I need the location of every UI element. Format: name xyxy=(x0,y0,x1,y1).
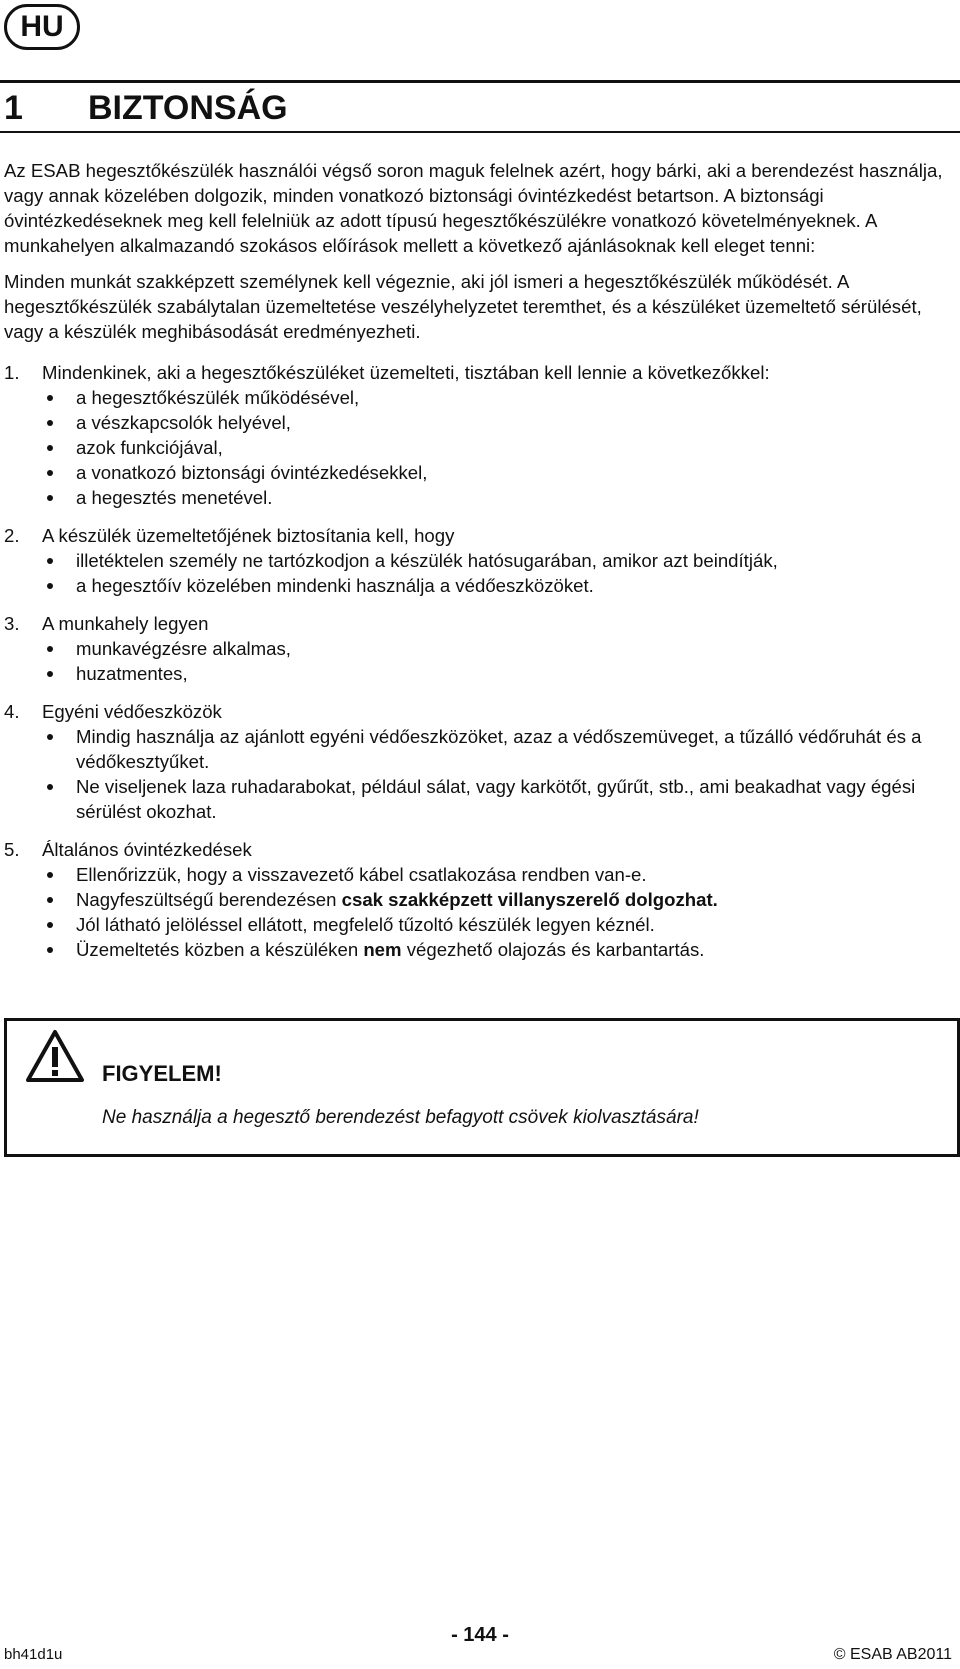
list-item: huzatmentes, xyxy=(4,661,954,686)
list-item: munkavégzésre alkalmas, xyxy=(4,636,954,661)
copyright: © ESAB AB2011 xyxy=(833,1646,952,1663)
bullet-icon xyxy=(47,734,53,740)
emphasis-text: csak szakképzett villanyszerelő dolgozhat. xyxy=(341,889,718,910)
bullet-icon xyxy=(47,897,53,903)
bullet-icon xyxy=(47,420,53,426)
list-item: a vészkapcsolók helyével, xyxy=(4,410,954,435)
section-number: 1 xyxy=(4,89,23,127)
list-group-number: 4. xyxy=(4,701,20,722)
list-group-heading-text: Egyéni védőeszközök xyxy=(42,701,222,722)
list-group-number: 1. xyxy=(4,362,20,383)
list-item: a hegesztőkészülék működésével, xyxy=(4,385,954,410)
list-item: Üzemeltetés közben a készüléken nem végezhető olajozás és karbantartás. xyxy=(4,937,954,962)
list-item: Ellenőrizzük, hogy a visszavezető kábel csatlakozása rendben van-e. xyxy=(4,862,954,887)
header-rule xyxy=(0,80,960,83)
list-group-heading xyxy=(4,611,954,636)
bullet-icon xyxy=(47,671,53,677)
list-item: a vonatkozó biztonsági óvintézkedésekkel, xyxy=(4,460,954,485)
section-title-text: BIZTONSÁG xyxy=(88,89,288,127)
list-item: a hegesztőív közelében mindenki használja a védőeszközöket. xyxy=(4,573,954,598)
emphasis-text: nem xyxy=(363,939,402,960)
bullet-icon xyxy=(47,495,53,501)
list-item: Mindig használja az ajánlott egyéni védőeszközöket, azaz a védőszemüveget, a tűzálló védőruhát és a védőkesztyűket. xyxy=(4,724,954,774)
list-group-number: 5. xyxy=(4,839,20,860)
list-item: a hegesztés menetével. xyxy=(4,485,954,510)
language-badge: HU xyxy=(4,4,80,50)
list-group-heading-text: A munkahely legyen xyxy=(42,613,209,634)
list-item: Jól látható jelöléssel ellátott, megfelelő tűzoltó készülék legyen kéznél. xyxy=(4,912,954,937)
bullet-icon xyxy=(47,583,53,589)
warning-triangle-icon xyxy=(25,1029,85,1083)
bullet-icon xyxy=(47,947,53,953)
warning-text: Ne használja a hegesztő berendezést befagyott csövek kiolvasztására! xyxy=(102,1107,699,1128)
bullet-icon xyxy=(47,395,53,401)
list-group-4 xyxy=(4,699,954,824)
list-group-3 xyxy=(4,611,954,686)
list-group-1 xyxy=(4,360,954,510)
list-group-number: 2. xyxy=(4,525,20,546)
bullet-icon xyxy=(47,558,53,564)
list-group-5 xyxy=(4,837,954,962)
list-group-number: 3. xyxy=(4,613,20,634)
page-number: - 144 - xyxy=(451,1624,509,1646)
bullet-icon xyxy=(47,784,53,790)
bullet-icon xyxy=(47,470,53,476)
list-group-heading-text: A készülék üzemeltetőjének biztosítania kell, hogy xyxy=(42,525,455,546)
list-group-heading-text: Általános óvintézkedések xyxy=(42,839,252,860)
list-group-heading xyxy=(4,360,954,385)
list-item: Ne viseljenek laza ruhadarabokat, például sálat, vagy karkötőt, gyűrűt, stb., ami beakadhat vagy égési sérülést okozhat. xyxy=(4,774,954,824)
list-group-2 xyxy=(4,523,954,598)
list-group-heading xyxy=(4,699,954,724)
title-rule xyxy=(0,131,960,133)
document-code: bh41d1u xyxy=(4,1646,63,1663)
bullet-icon xyxy=(47,646,53,652)
intro-paragraph: Minden munkát szakképzett személynek kell végeznie, aki jól ismeri a hegesztőkészülék működését. A hegesztőkészülék szabálytalan üzemeltetése veszélyhelyzetet teremthet, és a készüléket üzemeltető sérülését, vagy a készülék meghibásodását eredményezheti. xyxy=(4,271,922,342)
warning-title: FIGYELEM! xyxy=(102,1061,222,1086)
bullet-icon xyxy=(47,445,53,451)
bullet-icon xyxy=(47,872,53,878)
document-body xyxy=(4,158,954,962)
section-title xyxy=(4,88,288,128)
list-group-heading-text: Mindenkinek, aki a hegesztőkészüléket üzemelteti, tisztában kell lennie a következőkkel: xyxy=(42,362,770,383)
bullet-icon xyxy=(47,922,53,928)
list-group-heading xyxy=(4,837,954,862)
list-item: illetéktelen személy ne tartózkodjon a készülék hatósugarában, amikor azt beindítják, xyxy=(4,548,954,573)
intro-paragraph: Az ESAB hegesztőkészülék használói végső soron maguk felelnek azért, hogy bárki, aki a berendezést használja, vagy annak közelében dolgozik, minden vonatkozó biztonsági óvintézkedést betartson. A biztonsági óvintézkedéseknek meg kell felelniük az adott típusú hegesztőkészülékre vonatkozó követelményeknek. A munkahelyen alkalmazandó szokásos előírások mellett a következő ajánlásoknak kell eleget tenni: xyxy=(4,160,943,256)
list-item: azok funkciójával, xyxy=(4,435,954,460)
list-item: Nagyfeszültségű berendezésen csak szakképzett villanyszerelő dolgozhat. xyxy=(4,887,954,912)
list-group-heading xyxy=(4,523,954,548)
warning-box xyxy=(4,1018,960,1157)
